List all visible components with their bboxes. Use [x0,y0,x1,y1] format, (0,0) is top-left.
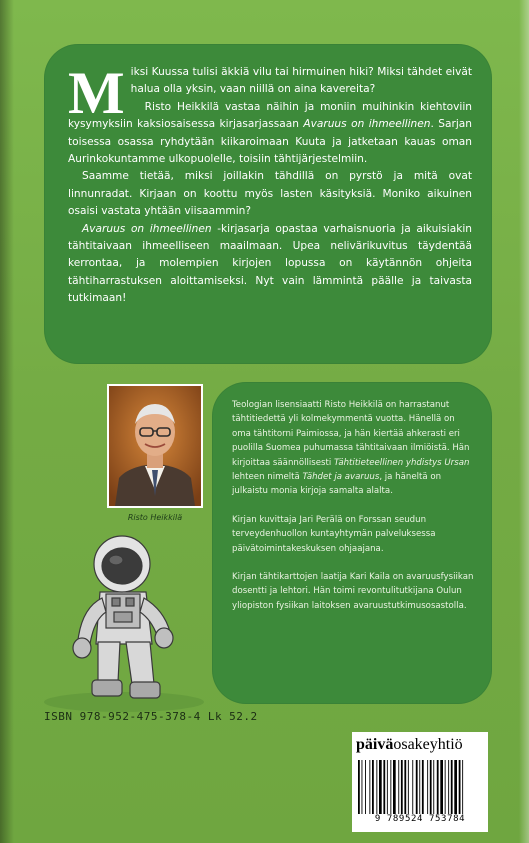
blurb-paragraph-3: Saamme tietää, miksi joillakin tähdillä on pyrstö ja mitä ovat linnunradat. Kirjaan on koottu myös lasten käsityksiä. Moniko aikuinen osaisi vastata yhtään viisaammin? [68,170,472,218]
barcode-block [352,732,488,832]
author-bio [232,398,474,627]
photo-caption: Risto Heikkilä [127,513,183,522]
author-photo [107,384,203,508]
isbn-line: ISBN 978-952-475-378-4 Lk 52.2 [44,710,258,723]
back-cover-blurb [68,60,472,308]
drop-cap: M [68,60,125,126]
blurb-paragraph-4: Avaruus on ihmeellinen -kirjasarja opastaa varhaisnuoria ja aikuisiakin tähtitaivaan ihmeelliseen maailmaan. Upea nelivärikuvitus täydentää kerrontaa, ja molempien kirjojen lopussa on käytännön ohjeita tähtiharrastuksen aloittamiseksi. Nyt vain lämmintä päälle ja taivasta tutkimaan! [68,222,472,305]
barcode-digits: 9 789524 753784 [374,814,466,824]
bio-paragraph-1: Teologian lisensiaatti Risto Heikkilä on harrastanut tähtitiedettä yli kolmekymmentä vuotta. Hänellä on oma tähtitorni Paimiossa, ja hän kiertää ahkerasti eri puolilla Suomea puhumassa tähtitaivaan ilmiöistä. Hän kirjoittaa säännöllisesti Tähtitieteellinen yhdistys Ursan lehteen nimeltä Tähdet ja avaruus, ja häneltä on julkaistu monia kirjoja samalta alalta. [232,400,470,497]
series-title: Avaruus on ihmeellinen [303,118,431,131]
bio-paragraph-3: Kirjan tähtikarttojen laatija Kari Kaila on avaruusfysiikan dosentti ja lehtori. Hän toimi revontulitutkijana Oulun yliopiston fysiikan laitoksen avaruustutkimusosastolla. [232,572,474,611]
series-title-2: Avaruus on ihmeellinen [82,222,212,235]
barcode [356,760,484,814]
blurb-paragraph-2: Risto Heikkilä vastaa näihin ja moniin muihinkin kiehtoviin kysymyksiin kaksiosaisessa kirjasarjassaan Avaruus on ihmeellinen. Sarjan toisessa osassa ryhdytään kiikaroimaan Kuuta ja jatketaan kauas oman Aurinkokuntamme ulkopuolelle, toisiin tähtijärjestelmiin. [68,100,472,166]
magazine-name: Tähdet ja avaruus [302,472,380,483]
organization-name: Tähtitieteellinen yhdistys Ursan [334,457,470,468]
publisher-logo: päiväosakeyhtiö [356,736,463,753]
astronaut-illustration [34,524,212,714]
blurb-paragraph-1: Miksi Kuussa tulisi äkkiä vilu tai hirmuinen hiki? Miksi tähdet eivät halua olla yksin, vaan niillä on aina kavereita? [68,60,472,126]
spine-shadow [0,0,14,843]
cover-edge-highlight [519,0,529,843]
bio-paragraph-2: Kirjan kuvittaja Jari Perälä on Forssan seudun terveydenhuollon kuntayhtymän palveluksessa päivätoimintakeskuksen ohjaajana. [232,514,436,554]
